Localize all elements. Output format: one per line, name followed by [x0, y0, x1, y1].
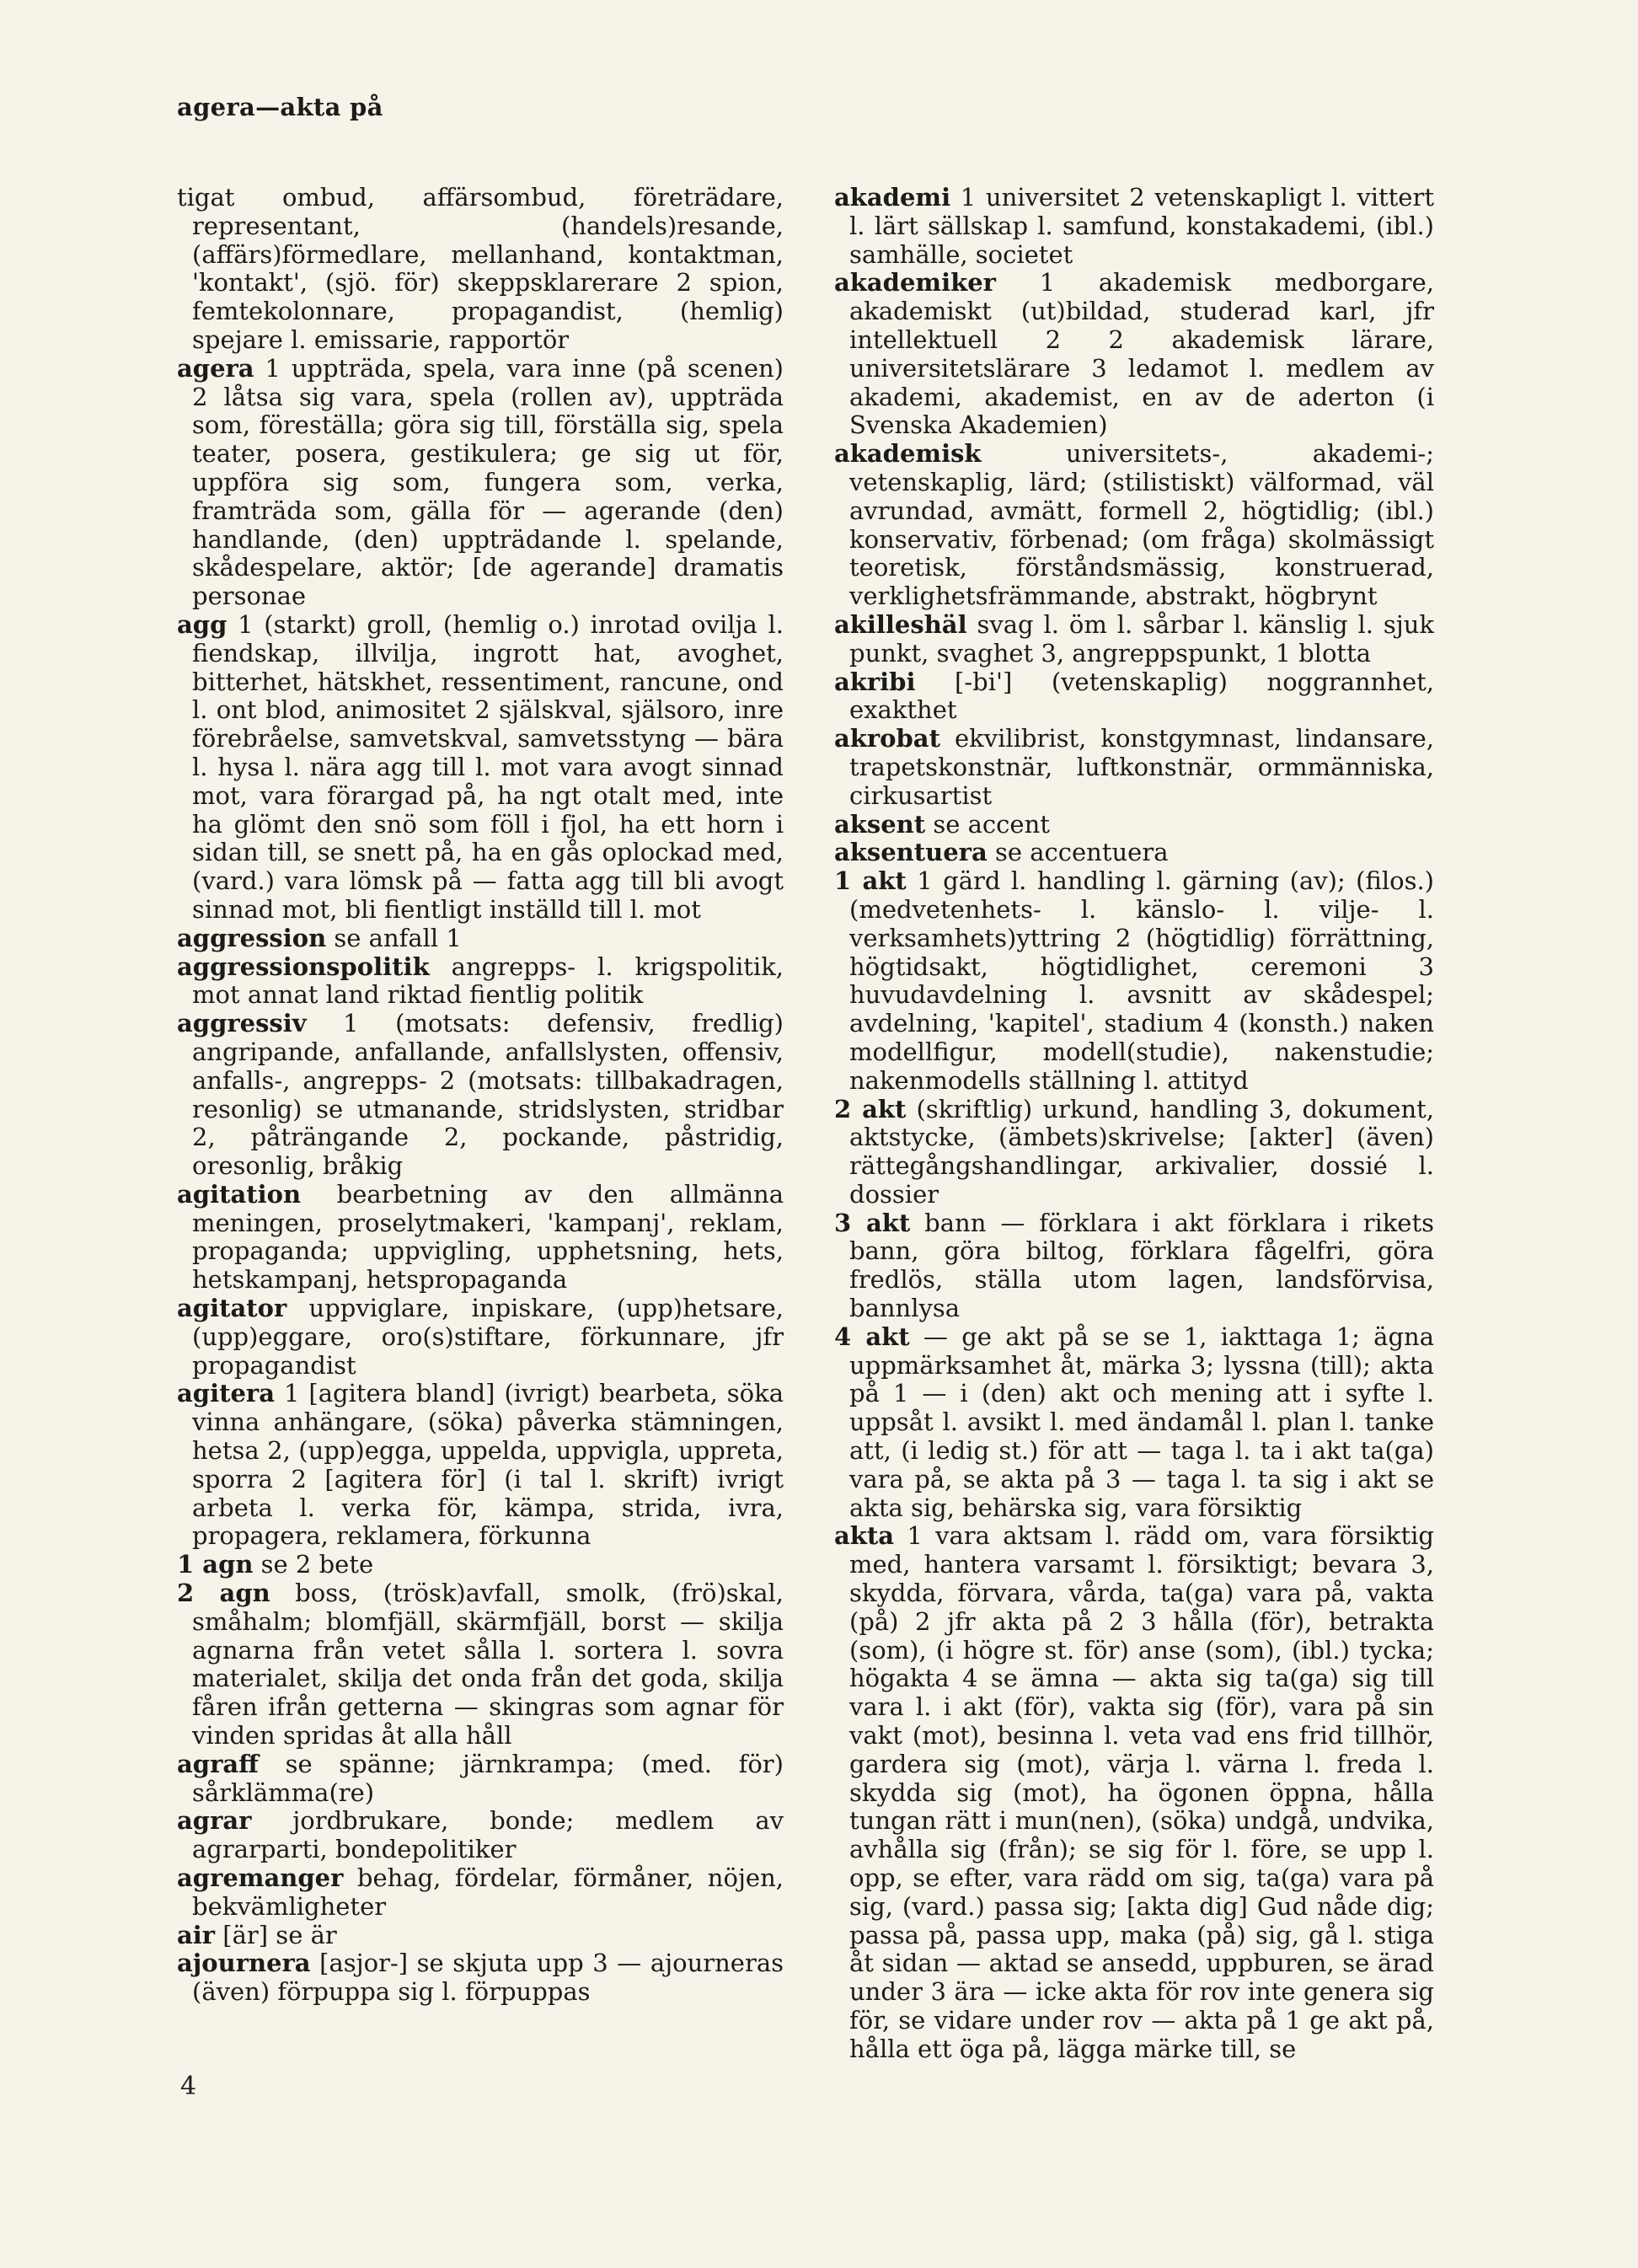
entry-agraff: [177, 1751, 784, 1808]
headword: akta: [834, 1521, 895, 1551]
headword: 2 akt: [834, 1094, 907, 1123]
entry-3-akt: [834, 1209, 1434, 1323]
entry-text: 1 vara aktsam l. rädd om, vara försiktig med, hantera varsamt l. försiktigt; bevara 3, skydda, förvara, vårda, ta(ga) vara på, vakta (på) 2 jfr akta på 2 3 hålla (för), betrakta (som), (i högre st. för) anse (som), (ibl.) tycka; högakta 4 se ämna — akta sig ta(ga) sig till vara l. i akt (för), vakta sig (för), vara på sin vakt (mot), besinna l. veta vad ens frid tillhör, gardera sig (mot), värja l. värna l. freda l. skydda sig (mot), ha ögonen öppna, hålla tungan rätt i mun(nen), (söka) undgå, undvika, avhålla sig (från); se sig för l. före, se upp l. opp, se efter, vara rädd om sig, ta(ga) vara på sig, (vard.) passa sig; [akta dig] Gud nåde dig; passa på, passa upp, maka (på) sig, gå l. stiga åt sidan — aktad se ansedd, uppburen, se ärad under 3 ära — icke akta för rov inte genera sig för, se vidare under rov — akta på 1 ge akt på, hålla ett öga på, lägga märke till, se: [849, 1521, 1434, 2063]
entry-text: 1 uppträda, spela, vara inne (på scenen) 2 låtsa sig vara, spela (rollen av), uppträda som, föreställa; göra sig till, förställa sig, spela teater, posera, gestikulera; ge sig ut för, uppföra sig som, fungera som, verka, framträda som, gälla för — agerande (den) handlande, (den) uppträdande l. spelande, skådespelare, aktör; [de agerande] dramatis personae: [192, 353, 784, 611]
entry-text: se accentuera: [987, 838, 1169, 867]
entry-text: svag l. öm l. sårbar l. känslig l. sjuk punkt, svaghet 3, angreppspunkt, 1 blotta: [849, 609, 1434, 668]
headword: 1 akt: [834, 866, 907, 896]
entry-text: [asjor-] se skjuta upp 3 — ajourneras (även) förpuppa sig l. förpuppas: [192, 1949, 784, 2007]
entry-text: jordbrukare, bonde; medlem av agrarparti, bondepolitiker: [192, 1806, 784, 1864]
headword: agitation: [177, 1179, 302, 1209]
entry-aggressiv: [177, 1010, 784, 1181]
entry-text: 1 akademisk medborgare, akademiskt (ut)bildad, studerad karl, jfr intellektuell 2 2 akademisk lärare, universitetslärare 3 ledamot l. medlem av akademi, akademist, en av de aderton (i Svenska Akademien): [849, 268, 1434, 440]
entry-text: (skriftlig) urkund, handling 3, dokument, aktstycke, (ämbets)skrivelse; [akter] (även) rättegångshandlingar, arkivalier, dossié l. dossier: [849, 1094, 1435, 1209]
entry-1-akt: [834, 867, 1434, 1095]
entry-text: bearbetning av den allmänna meningen, proselytmakeri, 'kampanj', reklam, propaganda; uppvigling, upphetsning, hets, hetskampanj, hetspropaganda: [192, 1179, 784, 1295]
entry-aksent: [834, 811, 1434, 839]
entry-text: uppviglare, inpiskare, (upp)hetsare, (upp)eggare, oro(s)stiftare, förkunnare, jfr propagandist: [192, 1294, 784, 1380]
headword: agg: [177, 609, 228, 639]
headword: aggression: [177, 923, 327, 952]
right-column: [834, 184, 1434, 2064]
entry-text: 1 (motsats: defensiv, fredlig) angripande, anfallande, anfallslysten, offensiv, anfalls-, angrepps- 2 (motsats: tillbakadragen, resonlig) se utmanande, stridslysten, stridbar 2, påträngande 2, pockande, påstridig, oresonlig, bråkig: [192, 1009, 784, 1181]
headword: aksent: [834, 809, 926, 839]
entry-text: [är] se är: [215, 1920, 337, 1949]
headword: akrobat: [834, 724, 940, 753]
left-column: [177, 184, 784, 2007]
entry-text: se spänne; järnkrampa; (med. för) sårklämma(re): [192, 1749, 784, 1807]
headword: agitator: [177, 1294, 287, 1323]
headword: agitera: [177, 1379, 275, 1408]
headword: akilleshäl: [834, 609, 967, 639]
entry-text: se anfall 1: [326, 923, 462, 952]
entry-text: se accent: [925, 809, 1050, 839]
entry-akrobat: [834, 725, 1434, 810]
entry-akilleshal: [834, 611, 1434, 668]
entry-akribi: [834, 668, 1434, 726]
continuation-entry: [177, 184, 784, 355]
entry-ajournera: [177, 1949, 784, 2007]
entry-aggressionspolitik: [177, 953, 784, 1011]
entry-2-akt: [834, 1096, 1434, 1209]
headword: aggressionspolitik: [177, 952, 430, 981]
entry-text: 1 (starkt) groll, (hemlig o.) inrotad ovilja l. fiendskap, illvilja, ingrott hat, avoghet, bitterhet, hätskhet, ressentiment, rancune, ond l. ont blod, animositet 2 själskval, själsoro, inre förebråelse, samvetskval, samvetsstyng — bära l. hysa l. nära agg till l. mot vara avogt sinnad mot, vara förargad på, ha ngt otalt med, inte ha glömt den snö som föll i fjol, ha ett horn i sidan till, se snett på, ha en gås oplockad med, (vard.) vara lömsk på — fatta agg till bli avogt sinnad mot, bli fientligt inställd till l. mot: [192, 609, 784, 924]
entry-akademisk: [834, 440, 1434, 611]
entry-text: [-bi'] (vetenskaplig) noggrannhet, exakthet: [849, 667, 1434, 725]
entry-agitation: [177, 1181, 784, 1295]
headword: aggressiv: [177, 1009, 307, 1038]
entry-akademiker: [834, 269, 1434, 440]
headword: air: [177, 1920, 216, 1949]
headword: agrar: [177, 1806, 252, 1836]
headword: agera: [177, 353, 254, 383]
headword: akribi: [834, 667, 916, 696]
entry-text: se 2 bete: [253, 1550, 374, 1579]
running-head: agera—akta på: [177, 93, 383, 121]
entry-aksentuera: [834, 839, 1434, 867]
headword: 1 agn: [177, 1550, 254, 1579]
headword: 2 agn: [177, 1579, 270, 1608]
entry-2-agn: [177, 1579, 784, 1751]
entry-agera: [177, 355, 784, 611]
entry-agg: [177, 611, 784, 925]
entry-text: universitets-, akademi-; vetenskaplig, lärd; (stilistiskt) välformad, väl avrundad, avmätt, formell 2, högtidlig; (ibl.) konservativ, förbenad; (om fråga) skolmässigt teoretisk, förståndsmässig, konstruerad, verklighetsfrämmande, abstrakt, högbrynt: [849, 439, 1434, 611]
headword: aksentuera: [834, 838, 988, 867]
entry-agremanger: [177, 1864, 784, 1922]
entry-text: tigat ombud, affärsombud, företrädare, representant, (handels)resande, (affärs)förmedlare, mellanhand, kontaktman, 'kontakt', (sjö. för) skeppsklarerare 2 spion, femtekolonnare, propagandist, (hemlig) spejare l. emissarie, rapportör: [177, 183, 784, 354]
headword: 4 akt: [834, 1322, 910, 1351]
entry-text: boss, (trösk)avfall, smolk, (frö)skal, småhalm; blomfjäll, skärmfjäll, borst — skilja agnarna från vetet sålla l. sortera l. sovra materialet, skilja det onda från det goda, skilja fåren ifrån getterna — skingras som agnar för vinden spridas åt alla håll: [192, 1579, 784, 1751]
entry-4-akt: [834, 1323, 1434, 1523]
headword: akademisk: [834, 439, 982, 469]
entry-agitator: [177, 1295, 784, 1380]
entry-text: bann — förklara i akt förklara i rikets bann, göra biltog, förklara fågelfri, göra fredlös, ställa utom lagen, landsförvisa, bannlysa: [849, 1208, 1434, 1323]
entry-agitera: [177, 1380, 784, 1551]
entry-text: angrepps- l. krigspolitik, mot annat land riktad fientlig politik: [192, 952, 784, 1010]
entry-air: [177, 1922, 784, 1950]
entry-agrar: [177, 1807, 784, 1864]
entry-text: 1 universitet 2 vetenskapligt l. vittert l. lärt sällskap l. samfund, konstakademi, (ibl.) samhälle, societet: [849, 183, 1434, 269]
entry-text: 1 [agitera bland] (ivrigt) bearbeta, söka vinna anhängare, (söka) påverka stämningen, hetsa 2, (upp)egga, uppelda, uppvigla, uppreta, sporra 2 [agitera för] (i tal l. skrift) ivrigt arbeta l. verka för, kämpa, strida, ivra, propagera, reklamera, förkunna: [192, 1379, 784, 1551]
headword: agraff: [177, 1749, 259, 1778]
page-number: 4: [180, 2072, 197, 2101]
headword: 3 akt: [834, 1208, 911, 1237]
entry-text: 1 gärd l. handling l. gärning (av); (filos.) (medvetenhets- l. känslo- l. vilje- l. verksamhets)yttring 2 (högtidlig) förrättning, högtidsakt, högtidlighet, ceremoni 3 huvudavdelning l. avsnitt av skådespel; avdelning, 'kapitel', stadium 4 (konsth.) naken modellfigur, modell(studie), nakenstudie; nakenmodells ställning l. attityd: [849, 866, 1434, 1095]
headword: akademi: [834, 183, 951, 212]
entry-text: behag, fördelar, förmåner, nöjen, bekvämligheter: [192, 1863, 784, 1921]
entry-akademi: [834, 184, 1434, 269]
headword: akademiker: [834, 268, 996, 298]
entry-akta: [834, 1522, 1434, 2063]
entry-text: ekvilibrist, konstgymnast, lindansare, trapetskonstnär, luftkonstnär, ormmänniska, cirkusartist: [849, 724, 1434, 810]
entry-aggression: [177, 925, 784, 953]
headword: agremanger: [177, 1863, 344, 1893]
entry-text: — ge akt på se se 1, iakttaga 1; ägna uppmärksamhet åt, märka 3; lyssna (till); akta på 1 — i (den) akt och mening att i syfte l. uppsåt l. avsikt l. med ändamål l. plan l. tanke att, (i ledig st.) för att — taga l. ta i akt ta(ga) vara på, se akta på 3 — taga l. ta sig i akt se akta sig, behärska sig, vara försiktig: [849, 1322, 1434, 1522]
entry-1-agn: [177, 1551, 784, 1579]
headword: ajournera: [177, 1949, 311, 1978]
